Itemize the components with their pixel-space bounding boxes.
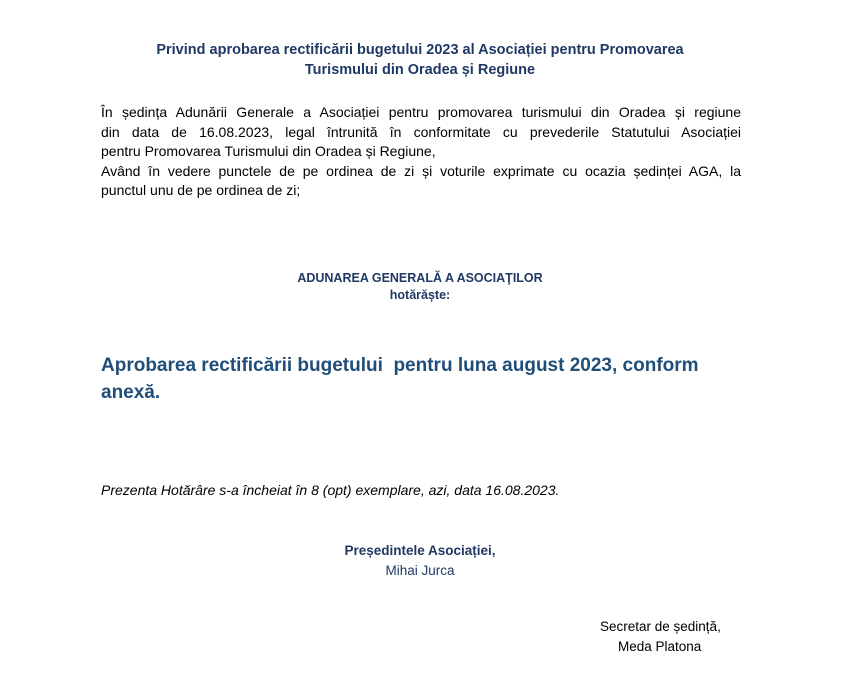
intro-paragraph (101, 103, 741, 201)
secretary-signature-block (600, 617, 740, 657)
decision-line-1: Aprobarea rectificării bugetului pentru luna august 2023, conform (101, 355, 699, 376)
decision-text (101, 352, 741, 406)
title-line-1: Privind aprobarea rectificării bugetului 2023 al Asociației pentru Promovarea (156, 42, 684, 58)
intro-line-1: În ședința Adunării Generale a Asociației pentru promovarea turismului din Oradea și regiune (101, 104, 741, 120)
assembly-block (100, 270, 740, 304)
closing-statement: Prezenta Hotărâre s-a încheiat în 8 (opt) exemplare, azi, data 16.08.2023. (101, 482, 560, 498)
secretary-role: Secretar de ședință, (600, 619, 721, 634)
intro-line-5: punctul unu de pe ordinea de zi; (101, 182, 301, 198)
president-name: Mihai Jurca (385, 563, 455, 578)
assembly-heading: ADUNAREA GENERALĂ A ASOCIAŢILOR (297, 271, 543, 285)
intro-line-2: din data de 16.08.2023, legal întrunită în conformitate cu prevederile Statutului Asociației (101, 123, 741, 140)
title-line-2: Turismului din Oradea și Regiune (304, 62, 536, 78)
president-role: Președintele Asociației, (344, 543, 496, 558)
intro-line-4: Având în vedere punctele de pe ordinea de zi și voturile exprimate cu ocazia ședinței AGA, la (101, 162, 741, 179)
intro-line-3: pentru Promovarea Turismului din Oradea și Regiune, (101, 143, 436, 159)
decision-line-2: anexă. (101, 382, 161, 403)
president-signature-block (300, 541, 540, 581)
document-title (100, 40, 740, 80)
secretary-name: Meda Platona (618, 639, 702, 654)
assembly-verb: hotărăște: (389, 288, 451, 302)
